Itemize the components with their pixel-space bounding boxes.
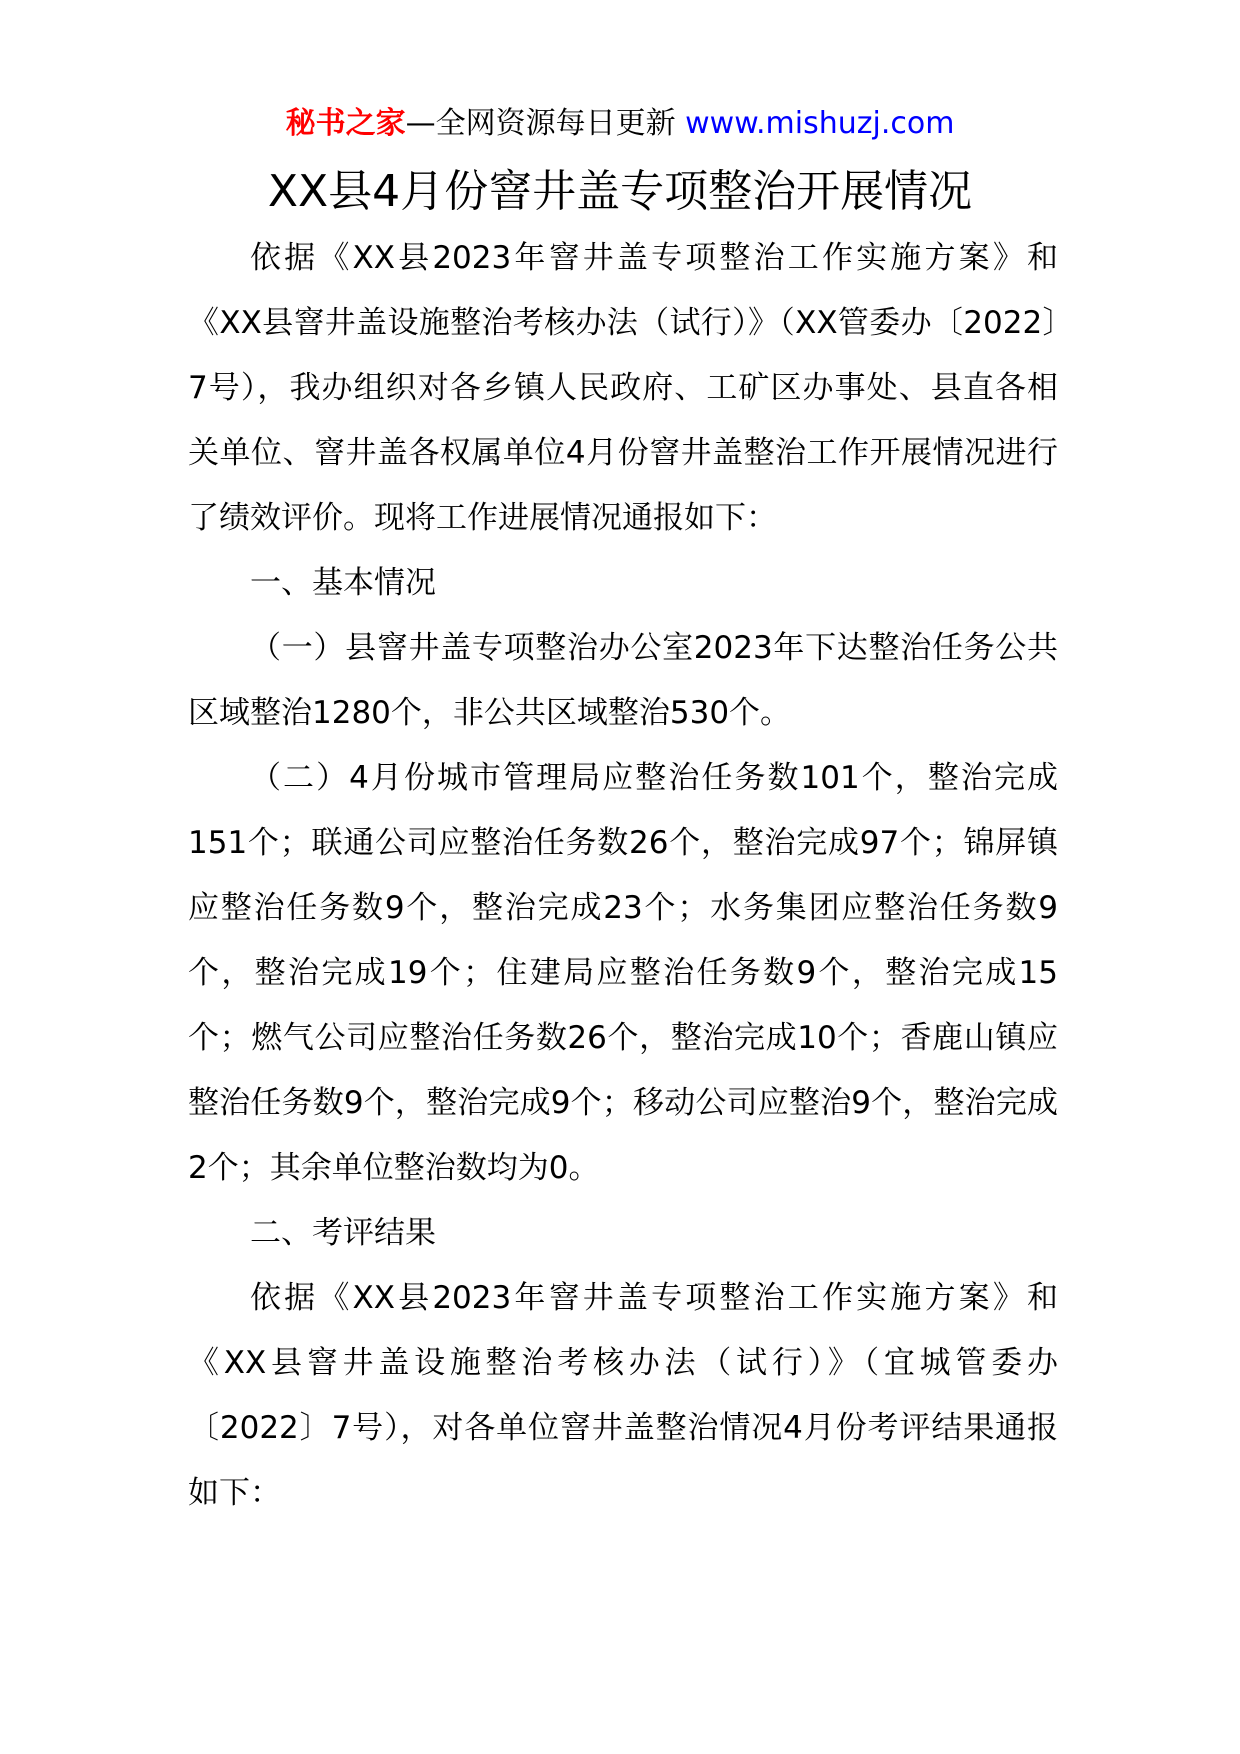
site-url-link[interactable]: www.mishuzj.com bbox=[685, 106, 955, 141]
intro-paragraph: 依据《XX县2023年窨井盖专项整治工作实施方案》和《XX县窨井盖设施整治考核办法（试行）》（XX管委办〔2022〕7号），我办组织对各乡镇人民政府、工矿区办事处、县直各相关单位、窨井盖各权属单位4月份窨井盖整治工作开展情况进行了绩效评价。现将工作进展情况通报如下： bbox=[188, 240, 1058, 536]
site-header bbox=[0, 100, 1240, 148]
section-heading-results: 二、考评结果 bbox=[250, 1215, 436, 1251]
paragraph-results-intro: 依据《XX县2023年窨井盖专项整治工作实施方案》和《XX县窨井盖设施整治考核办法（试行）》（宜城管委办〔2022〕7号），对各单位窨井盖整治情况4月份考评结果通报如下： bbox=[188, 1280, 1058, 1511]
site-brand: 秘书之家 bbox=[285, 106, 406, 141]
document-body bbox=[188, 226, 1058, 1526]
site-slogan: —全网资源每日更新 bbox=[405, 106, 686, 141]
section-heading-basic: 一、基本情况 bbox=[250, 565, 436, 601]
paragraph-april-progress: （二）4月份城市管理局应整治任务数101个，整治完成151个；联通公司应整治任务数26个，整治完成97个；锦屏镇应整治任务数9个，整治完成23个；水务集团应整治任务数9个，整治完成19个；住建局应整治任务数9个，整治完成15个；燃气公司应整治任务数26个，整治完成10个；香鹿山镇应整治任务数9个，整治完成9个；移动公司应整治9个，整治完成2个；其余单位整治数均为0。 bbox=[188, 760, 1058, 1186]
document-title: XX县4月份窨井盖专项整治开展情况 bbox=[267, 166, 973, 217]
paragraph-task-assignment: （一）县窨井盖专项整治办公室2023年下达整治任务公共区域整治1280个，非公共区域整治530个。 bbox=[188, 630, 1058, 731]
